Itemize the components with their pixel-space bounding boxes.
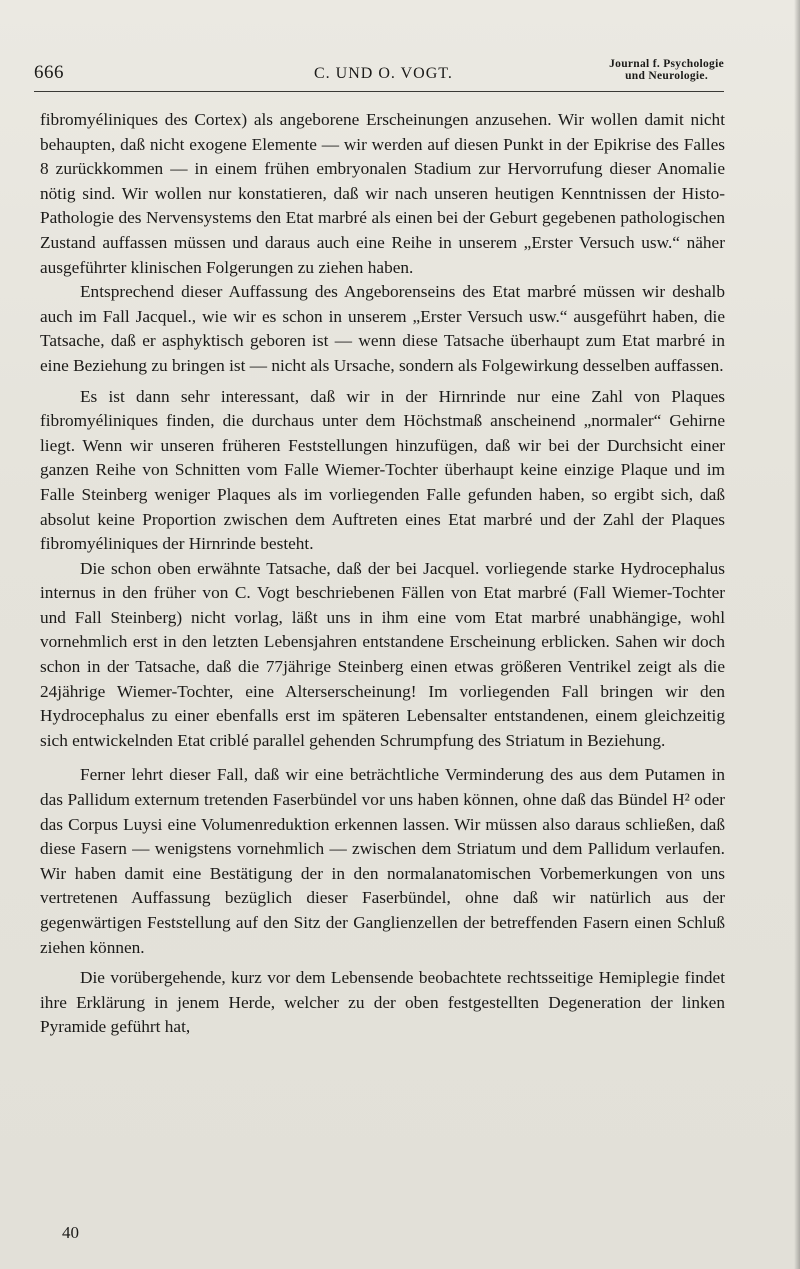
journal-line-1: Journal f. Psychologie bbox=[609, 58, 724, 70]
paragraph-6: Die vorübergehende, kurz vor dem Lebensende beobachtete rechtsseitige Hemiplegie findet ihre Erklärung in jenem Herde, welcher zu der oben festgestellten Degeneration der linken Pyramide geführt hat, bbox=[40, 968, 725, 1037]
running-title: C. UND O. VOGT. bbox=[314, 65, 453, 82]
page-number: 666 bbox=[34, 62, 64, 83]
body-text bbox=[40, 108, 725, 1040]
header-rule bbox=[34, 91, 724, 92]
page-edge-shadow bbox=[794, 0, 800, 1269]
page-header bbox=[34, 56, 724, 92]
paragraph-5: Ferner lehrt dieser Fall, daß wir eine beträchtliche Verminderung des aus dem Putamen in das Pallidum externum tretenden Faserbündel vor uns haben können, ohne daß das Bündel H² oder das Corpus Luysi eine Volumenreduktion erkennen lassen. Wir müssen also daraus schließen, daß diese Fasern — wenigstens vornehmlich — zwischen dem Striatum und dem Pallidum verlaufen. Wir haben damit eine Bestätigung der in den normalanatomischen Vorbemerkungen von uns vertretenen Auffassung bezüglich dieser Faserbündel, ohne daß wir natürlich aus der gegenwärtigen Feststellung auf den Sitz der Ganglienzellen der betreffenden Fasern einen Schluß ziehen können. bbox=[40, 765, 725, 957]
paragraph-1: fibromyéliniques des Cortex) als angeborene Erscheinungen anzusehen. Wir wollen damit nicht behaupten, daß nicht exogene Elemente — wir werden auf diesen Punkt in der Epikrise des Falles 8 zurückkommen — in einem frühen embryonalen Stadium zur Hervorrufung dieser Anomalie nötig sind. Wir wollen nur konstatieren, daß wir nach unseren heutigen Kenntnissen der Histo-Pathologie des Nervensystems den Etat marbré als einen bei der Geburt gegebenen pathologischen Zustand auffassen müssen und daraus auch eine Reihe in unserem „Erster Versuch usw.“ näher ausgeführter klinischen Folgerungen zu ziehen haben. bbox=[40, 110, 725, 277]
journal-title bbox=[609, 58, 724, 82]
signature-mark: 40 bbox=[62, 1223, 79, 1242]
paragraph-2: Entsprechend dieser Auffassung des Angeborenseins des Etat marbré müssen wir deshalb auch im Fall Jacquel., wie wir es schon in unserem „Erster Versuch usw.“ ausgeführt haben, die Tatsache, daß er asphyktisch geboren ist — wenn diese Tatsache überhaupt zum Etat marbré in eine Beziehung zu bringen ist — nicht als Ursache, sondern als Folgewirkung desselben auffassen. bbox=[40, 282, 725, 375]
paragraph-3: Es ist dann sehr interessant, daß wir in der Hirnrinde nur eine Zahl von Plaques fibromyéliniques finden, die durchaus unter dem Höchstmaß anscheinend „normaler“ Gehirne liegt. Wenn wir unseren früheren Feststellungen hinzufügen, daß wir bei der Durchsicht einer ganzen Reihe von Schnitten vom Falle Wiemer-Tochter überhaupt keine einzige Plaque und im Falle Steinberg weniger Plaques als im vorliegenden Falle gefunden haben, so ergibt sich, daß absolut keine Proportion zwischen dem Auftreten eines Etat marbré und der Zahl der Plaques fibromyéliniques der Hirnrinde besteht. bbox=[40, 386, 725, 554]
journal-line-2: und Neurologie. bbox=[625, 70, 708, 82]
paragraph-4: Die schon oben erwähnte Tatsache, daß der bei Jacquel. vorliegende starke Hydrocephalus internus in den früher von C. Vogt beschriebenen Fällen von Etat marbré (Fall Wiemer-Tochter und Fall Steinberg) nicht vorlag, läßt uns in ihm eine vom Etat marbré unabhängige, wohl vornehmlich erst in den letzten Lebensjahren entstandene Erscheinung erblicken. Sahen wir doch schon in der Tatsache, daß die 77jährige Steinberg einen etwas größeren Ventrikel zeigt als die 24jährige Wiemer-Tochter, eine Alterserscheinung! Im vorliegenden Fall bringen wir den Hydrocephalus zu einer ebenfalls erst im späteren Lebensalter entstandenen, einem gleichzeitig sich entwickelnden Etat criblé parallel gehenden Schrumpfung des Striatum in Beziehung. bbox=[40, 558, 725, 750]
